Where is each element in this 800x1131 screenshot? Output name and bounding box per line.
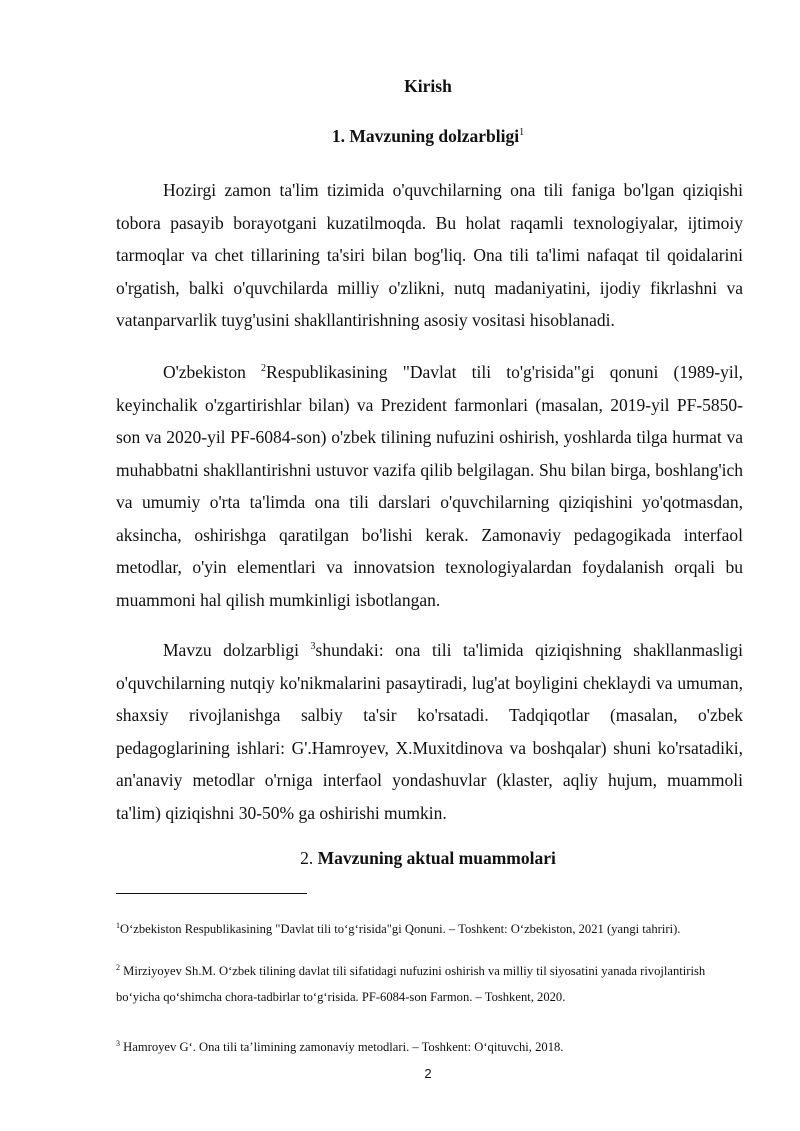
section-2-heading bbox=[0, 848, 800, 869]
section-2-title: Mavzuning aktual muammolari bbox=[317, 848, 556, 868]
section-2-number: 2. bbox=[300, 848, 314, 868]
footnote-separator bbox=[116, 893, 307, 894]
paragraph-2 bbox=[116, 356, 743, 616]
section-1-title: 1. Mavzuning dolzarbligi bbox=[331, 126, 520, 146]
footnote-2-text: Mirziyoyev Sh.M. O‘zbek tilining davlat tili sifatidagi nufuzini oshirish va milliy til siyosatini yanada rivojlantirish bo‘yicha qo‘shimcha chora-tadbirlar to‘g‘risida. PF-6084-son Farmon. – Toshkent, 2020. bbox=[116, 964, 706, 1004]
footnote-3 bbox=[116, 1034, 743, 1060]
footnote-ref-2[interactable]: 2 bbox=[261, 363, 267, 374]
footnote-1 bbox=[116, 916, 743, 942]
paragraph-1: Hozirgi zamon ta'lim tizimida o'quvchilarning ona tili faniga bo'lgan qiziqishi tobora pasayib borayotgani kuzatilmoqda. Bu holat raqamli texnologiyalar, ijtimoiy tarmoqlar va chet tillarining ta'siri bilan bog'liq. Ona tili ta'limi nafaqat til qoidalarini o'rgatish, balki o'quvchilarda milliy o'zlikni, nutq madaniyatini, ijodiy fikrlashni va vatanparvarlik tuyg'usini shakllantirishning asosiy vositasi hisoblanadi. bbox=[116, 180, 743, 330]
section-1-heading bbox=[0, 126, 800, 147]
footnote-ref-3[interactable]: 3 bbox=[310, 641, 316, 652]
footnote-2 bbox=[116, 958, 743, 1010]
footnote-ref-1[interactable]: 1 bbox=[519, 127, 525, 138]
paragraph-3-rest: shundaki: ona tili ta'limida qiziqishning shakllanmasligi o'quvchilarning nutqiy ko'nikmalarini pasaytiradi, lug'at boyligini cheklaydi va umuman, shaxsiy rivojlanishga salbiy ta'sir ko'rsatadi. Tadqiqotlar (masalan, o'zbek pedagoglarining ishlari: G'.Hamroyev, X.Muxitdinova va boshqalar) shuni ko'rsatadiki, an'anaviy metodlar o'rniga interfaol yondashuvlar (klaster, aqliy hujum, muammoli ta'lim) qiziqishni 30-50% ga oshirishi mumkin. bbox=[116, 640, 744, 823]
paragraph-3-start: Mavzu dolzarbligi bbox=[163, 640, 311, 660]
footnote-3-number: 3 bbox=[116, 1039, 120, 1048]
footnote-3-text: Hamroyev G‘. Ona tili ta’limining zamonaviy metodlari. – Toshkent: O‘qituvchi, 2018. bbox=[120, 1040, 564, 1054]
intro-heading: Kirish bbox=[404, 76, 452, 96]
paragraph-2-start: O'zbekiston bbox=[163, 362, 262, 382]
footnote-1-text: O‘zbekiston Respublikasining "Davlat tili to‘g‘risida"gi Qonuni. – Toshkent: O‘zbekiston, 2021 (yangi tahriri). bbox=[120, 922, 681, 936]
footnote-1-number: 1 bbox=[116, 921, 120, 930]
page-number: 2 bbox=[424, 1066, 432, 1081]
footnote-2-number: 2 bbox=[116, 963, 120, 972]
paragraph-2-rest: Respublikasining "Davlat tili to'g'risida"gi qonuni (1989-yil, keyinchalik o'zgartirishlar bilan) va Prezident farmonlari (masalan, 2019-yil PF-5850-son va 2020-yil PF-6084-son) o'zbek tilining nufuzini oshirish, yoshlarda tilga hurmat va muhabbatni shakllantirishni ustuvor vazifa qilib belgilagan. Shu bilan birga, boshlang'ich va umumiy o'rta ta'limda ona tili darslari o'quvchilarning qiziqishini yo'qotmasdan, aksincha, oshirishga qaratilgan bo'lishi kerak. Zamonaviy pedagogikada interfaol metodlar, o'yin elementlari va innovatsion texnologiyalardan foydalanish orqali bu muammoni hal qilish mumkinligi isbotlangan. bbox=[116, 362, 743, 610]
paragraph-3 bbox=[116, 634, 743, 829]
